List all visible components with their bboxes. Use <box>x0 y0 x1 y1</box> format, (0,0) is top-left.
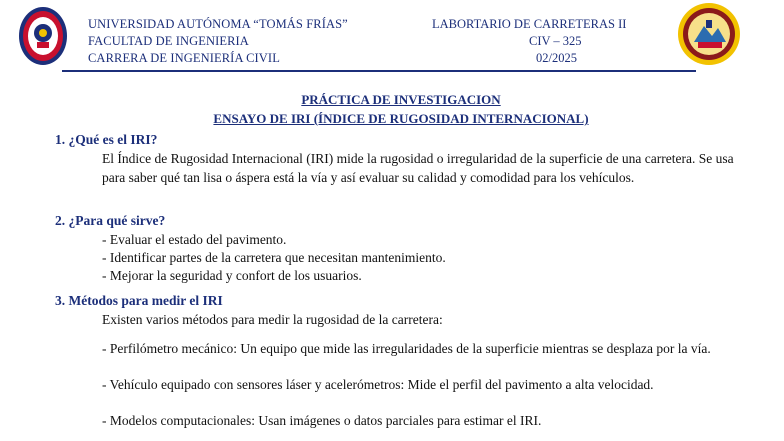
test-title-text: ENSAYO DE IRI (ÍNDICE DE RUGOSIDAD INTERNACIONAL) <box>213 111 589 126</box>
section-2-heading: 2. ¿Para qué sirve? <box>55 213 166 228</box>
lab-name: LABORTARIO DE CARRETERAS II <box>432 17 627 31</box>
practice-title <box>0 92 784 108</box>
section-3-intro: Existen varios métodos para medir la rugosidad de la carretera: <box>102 312 443 327</box>
section-3-item: - Vehículo equipado con sensores láser y acelerómetros: Mide el perfil del pavimento a alta velocidad. <box>102 377 654 392</box>
career-name: CARRERA DE INGENIERÍA CIVIL <box>88 51 280 65</box>
test-title <box>0 111 784 127</box>
section-3-item: - Perfilómetro mecánico: Un equipo que mide las irregularidades de la superficie mientras se desplaza por la vía. <box>102 341 711 356</box>
university-seal-logo <box>18 6 68 66</box>
course-code: CIV – 325 <box>529 34 582 48</box>
university-name: UNIVERSIDAD AUTÓNOMA “TOMÁS FRÍAS” <box>88 17 348 31</box>
course-date: 02/2025 <box>536 51 577 65</box>
section-1-heading: 1. ¿Qué es el IRI? <box>55 132 158 147</box>
header-institution <box>88 16 348 67</box>
section-3-heading: 3. Métodos para medir el IRI <box>55 293 223 308</box>
faculty-name: FACULTAD DE INGENIERIA <box>88 34 249 48</box>
section-2-item: - Evaluar el estado del pavimento. <box>102 232 287 247</box>
header-course <box>432 16 674 67</box>
section-1-body: El Índice de Rugosidad Internacional (IRI) mide la rugosidad o irregularidad de la superficie de una carretera. Se usa para saber qué tan lisa o áspera está la vía y así evaluar su calidad y comodidad para los vehículos. <box>102 151 734 185</box>
practice-title-text: PRÁCTICA DE INVESTIGACION <box>301 92 501 107</box>
section-2-item: - Identificar partes de la carretera que necesitan mantenimiento. <box>102 250 446 265</box>
section-3-item: - Modelos computacionales: Usan imágenes o datos parciales para estimar el IRI. <box>102 413 542 428</box>
header-divider <box>62 70 696 72</box>
section-2-item: - Mejorar la seguridad y confort de los usuarios. <box>102 268 362 283</box>
